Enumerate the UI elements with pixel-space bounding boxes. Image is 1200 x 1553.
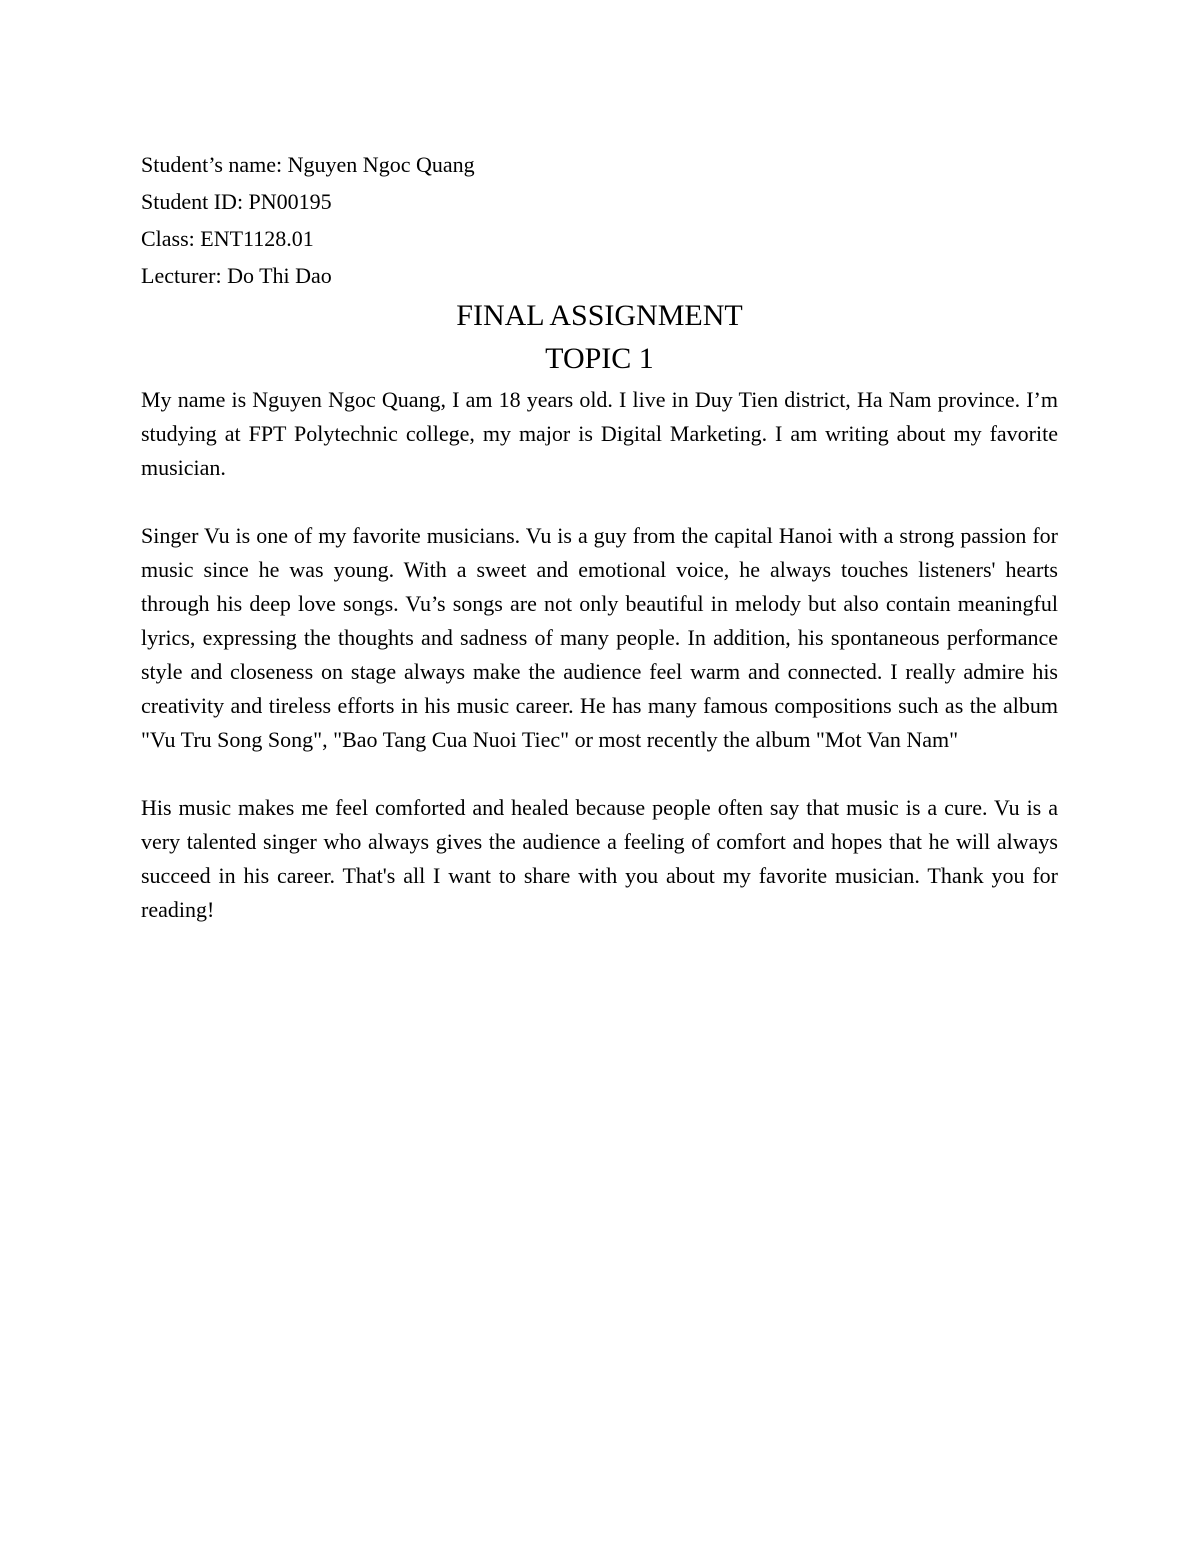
paragraph-musician: Singer Vu is one of my favorite musicians. Vu is a guy from the capital Hanoi with a strong passion for music since he was young. With a sweet and emotional voice, he always touches listeners' hearts through his deep love songs. Vu’s songs are not only beautiful in melody but also contain meaningful lyrics, expressing the thoughts and sadness of many people. In addition, his spontaneous performance style and closeness on stage always make the audience feel warm and connected. I really admire his creativity and tireless efforts in his music career. He has many famous compositions such as the album "Vu Tru Song Song", "Bao Tang Cua Nuoi Tiec" or most recently the album "Mot Van Nam" bbox=[141, 523, 1058, 752]
topic-heading: TOPIC 1 bbox=[545, 342, 654, 375]
document-body bbox=[141, 383, 1058, 927]
paragraph-intro: My name is Nguyen Ngoc Quang, I am 18 years old. I live in Duy Tien district, Ha Nam province. I’m studying at FPT Polytechnic college, my major is Digital Marketing. I am writing about my favorite musician. bbox=[141, 387, 1058, 480]
student-info-block bbox=[141, 146, 1058, 294]
lecturer-info: Lecturer: Do Thi Dao bbox=[141, 263, 332, 288]
paragraph-conclusion: His music makes me feel comforted and healed because people often say that music is a cure. Vu is a very talented singer who always gives the audience a feeling of comfort and hopes that he will always succeed in his career. That's all I want to share with you about my favorite musician. Thank you for reading! bbox=[141, 795, 1058, 922]
document-title: FINAL ASSIGNMENT bbox=[456, 299, 743, 332]
student-name: Student’s name: Nguyen Ngoc Quang bbox=[141, 152, 475, 177]
class-info: Class: ENT1128.01 bbox=[141, 226, 314, 251]
student-id: Student ID: PN00195 bbox=[141, 189, 332, 214]
